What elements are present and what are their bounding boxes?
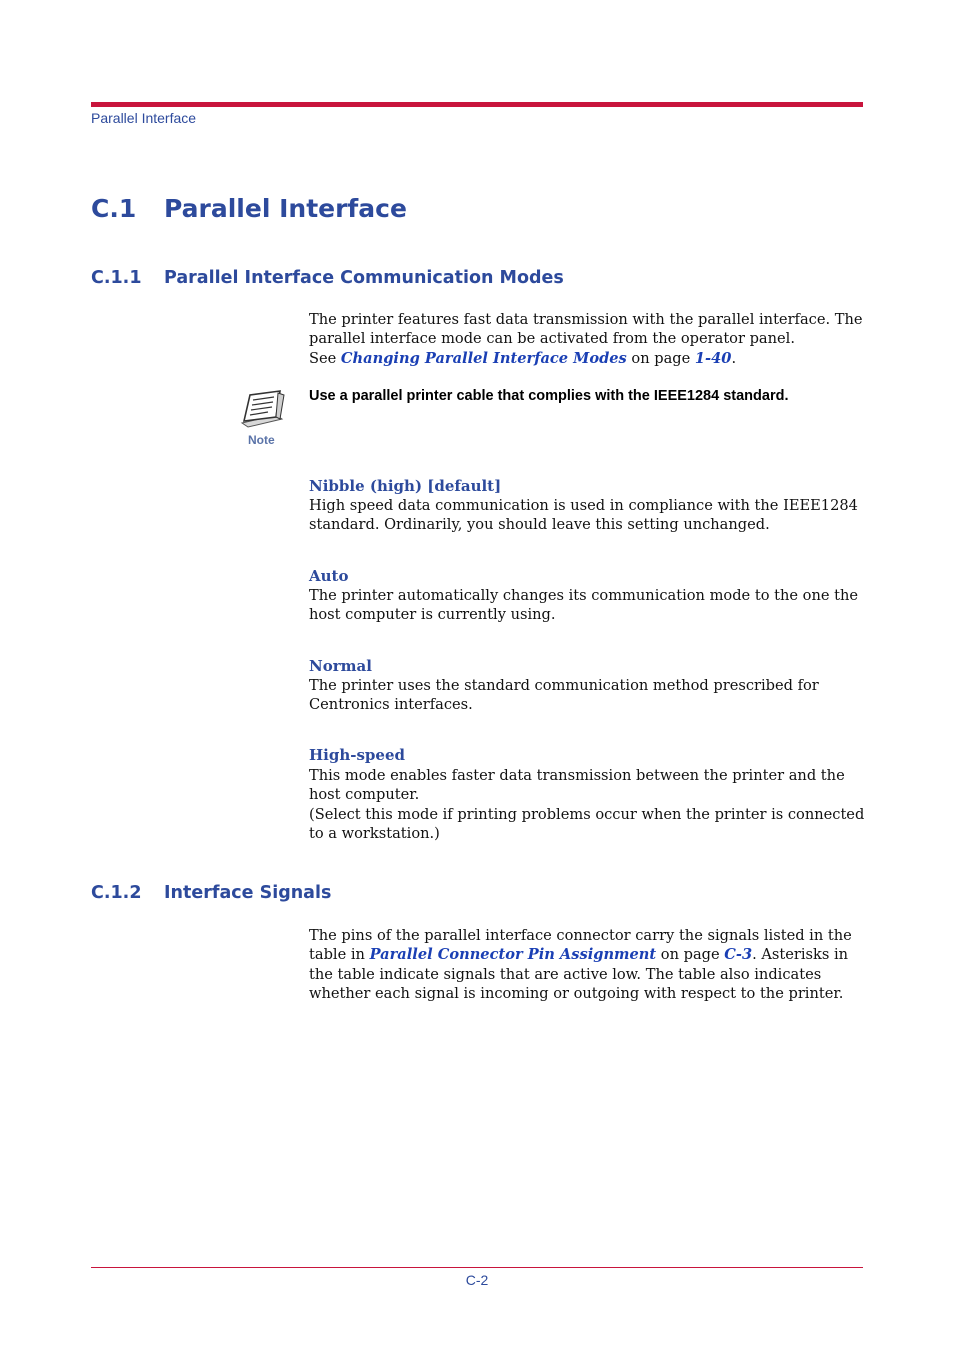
- signals-line: The pins of the parallel interface connector carry the signals listed in the: [309, 927, 852, 944]
- section-heading: [91, 194, 407, 223]
- intro-line: The printer features fast data transmission with the parallel interface. The: [309, 311, 863, 328]
- page-1-40-link[interactable]: 1-40: [694, 349, 732, 367]
- signals-line: [309, 945, 865, 964]
- mode-line: host computer.: [309, 786, 420, 804]
- page-c-3-link[interactable]: C-3: [724, 946, 753, 964]
- signals-end: . Asterisks in: [752, 946, 849, 964]
- subsection-heading-signals: [91, 883, 331, 903]
- mode-term: High-speed: [309, 746, 405, 764]
- signals-line: whether each signal is incoming or outgoing with respect to the printer.: [309, 984, 844, 1002]
- mode-description: [309, 496, 865, 535]
- see-prefix: See: [309, 349, 341, 367]
- pin-assignment-link[interactable]: Parallel Connector Pin Assignment: [369, 946, 657, 964]
- mode-line: The printer automatically changes its communication mode to the one the: [309, 587, 859, 604]
- mode-line: High speed data communication is used in compliance with the IEEE1284: [309, 497, 858, 514]
- mode-line: to a workstation.): [309, 824, 440, 842]
- signals-line: the table indicate signals that are active low. The table also indicates: [309, 965, 822, 983]
- signals-prefix: table in: [309, 946, 370, 964]
- mode-line: host computer is currently using.: [309, 606, 556, 624]
- page-number: C-2: [465, 1272, 489, 1288]
- intro-line: parallel interface mode can be activated from the operator panel.: [309, 330, 795, 348]
- header-rule: [91, 102, 863, 107]
- mode-term: Normal: [309, 657, 372, 675]
- subsection-title: Interface Signals: [164, 883, 332, 903]
- mode-line: The printer uses the standard communication method prescribed for: [309, 677, 819, 694]
- see-reference: [309, 349, 865, 368]
- running-header: Parallel Interface: [91, 110, 197, 126]
- note-icon: [238, 389, 288, 429]
- subsection-title: Parallel Interface Communication Modes: [164, 268, 564, 288]
- subsection-heading-modes: [91, 268, 564, 288]
- changing-modes-link[interactable]: Changing Parallel Interface Modes: [340, 349, 627, 367]
- signals-mid: on page: [656, 946, 725, 964]
- section-number: C.1: [91, 194, 137, 223]
- intro-paragraph: [309, 310, 865, 368]
- mode-line: This mode enables faster data transmission between the printer and the: [309, 767, 845, 784]
- signals-paragraph: [309, 926, 865, 1003]
- mode-description: [309, 586, 865, 625]
- note-text: Use a parallel printer cable that complies with the IEEE1284 standard.: [309, 388, 789, 404]
- see-mid: on page: [626, 349, 695, 367]
- mode-term: Nibble (high) [default]: [309, 477, 502, 495]
- subsection-number: C.1.1: [91, 268, 142, 288]
- note-label: Note: [248, 433, 275, 447]
- mode-line: (Select this mode if printing problems occur when the printer is connected: [309, 805, 865, 823]
- mode-description: [309, 766, 865, 843]
- footer-rule: [91, 1267, 863, 1268]
- see-end: .: [731, 349, 737, 367]
- section-title: Parallel Interface: [164, 194, 407, 223]
- mode-term: Auto: [309, 567, 349, 585]
- mode-description: [309, 676, 865, 715]
- mode-line: standard. Ordinarily, you should leave this setting unchanged.: [309, 516, 770, 534]
- mode-line: Centronics interfaces.: [309, 696, 473, 714]
- subsection-number: C.1.2: [91, 883, 142, 903]
